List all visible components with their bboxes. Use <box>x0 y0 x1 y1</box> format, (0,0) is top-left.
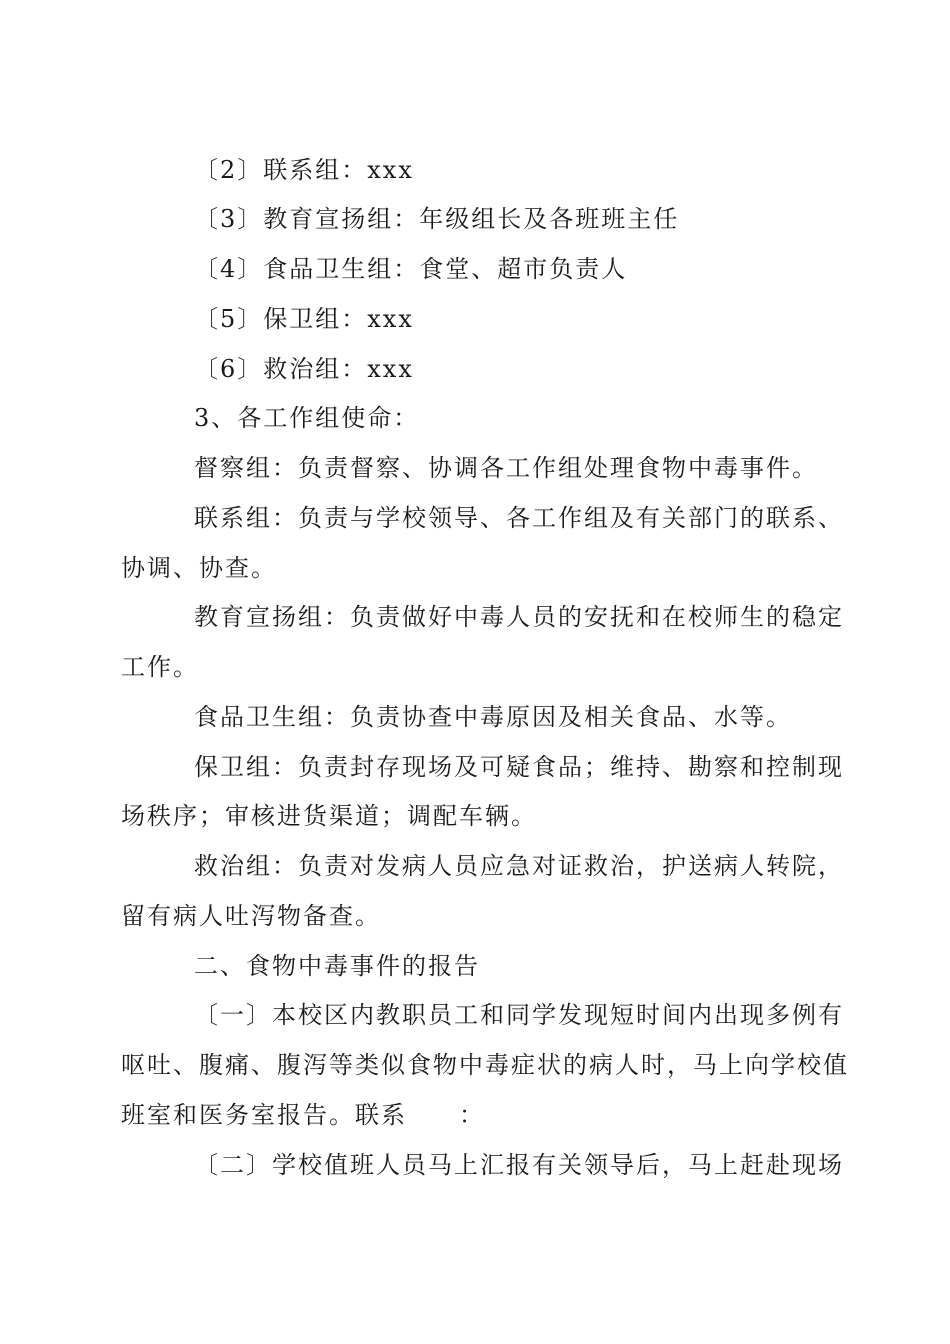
text-line: 〔2〕联系组：xxx <box>194 156 414 184</box>
section-heading: 二、食物中毒事件的报告 <box>194 952 480 980</box>
text-line: 〔二〕学校值班人员马上汇报有关领导后，马上赶赴现场 <box>194 1151 844 1179</box>
text-line: 督察组：负责督察、协调各工作组处理食物中毒事件。 <box>194 454 818 482</box>
text-line: 〔6〕救治组：xxx <box>194 355 414 383</box>
text-line: 呕吐、腹痛、腹泻等类似食物中毒症状的病人时，马上向学校值 <box>121 1051 849 1079</box>
section-heading: 3、各工作组使命： <box>194 404 420 432</box>
text-line: 场秩序；审核进货渠道；调配车辆。 <box>121 802 537 830</box>
text-line: 教育宣扬组：负责做好中毒人员的安抚和在校师生的稳定 <box>194 603 844 631</box>
text-line: 联系组：负责与学校领导、各工作组及有关部门的联系、 <box>194 504 844 532</box>
text-line: 工作。 <box>121 653 199 681</box>
text-line: 〔4〕食品卫生组：食堂、超市负责人 <box>194 255 628 283</box>
text-line: 〔一〕本校区内教职员工和同学发现短时间内出现多例有 <box>194 1001 844 1029</box>
text-line: 班室和医务室报告。联系 ： <box>121 1101 485 1129</box>
text-line: 〔3〕教育宣扬组：年级组长及各班班主任 <box>194 205 680 233</box>
text-line: 留有病人吐泻物备查。 <box>121 902 381 930</box>
text-line: 救治组：负责对发病人员应急对证救治，护送病人转院， <box>194 852 844 880</box>
text-line: 协调、协查。 <box>121 554 277 582</box>
text-line: 〔5〕保卫组：xxx <box>194 305 414 333</box>
text-line: 保卫组：负责封存现场及可疑食品；维持、勘察和控制现 <box>194 753 844 781</box>
text-line: 食品卫生组：负责协查中毒原因及相关食品、水等。 <box>194 703 792 731</box>
